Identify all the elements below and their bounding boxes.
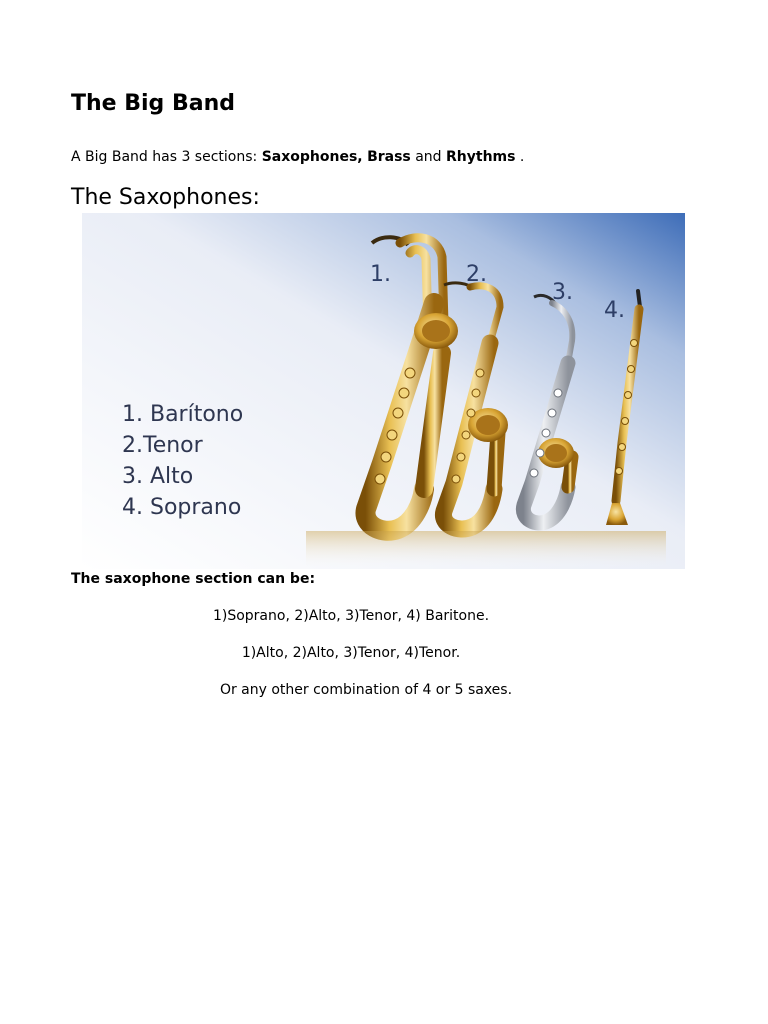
intro-joiner: and — [410, 149, 447, 165]
number-label-4: 4. — [604, 298, 625, 323]
legend-item-2: 2.Tenor — [122, 433, 203, 458]
intro-paragraph — [71, 146, 524, 168]
number-label-2: 2. — [466, 262, 487, 287]
legend-item-4: 4. Soprano — [122, 495, 242, 520]
section-saxophones: Saxophones, — [261, 149, 363, 165]
floor-reflection — [306, 531, 666, 569]
combination-line-1: 1)Soprano, 2)Alto, 3)Tenor, 4) Baritone. — [212, 608, 490, 624]
combination-line-3: Or any other combination of 4 or 5 saxes. — [219, 682, 513, 698]
number-label-3: 3. — [552, 280, 573, 305]
section-heading: The saxophone section can be: — [71, 571, 316, 587]
legend-item-3: 3. Alto — [122, 464, 194, 489]
intro-prefix: A Big Band has 3 sections: — [71, 149, 262, 165]
saxophones-subtitle: The Saxophones: — [71, 185, 260, 210]
page-title: The Big Band — [71, 91, 235, 116]
combination-line-2: 1)Alto, 2)Alto, 3)Tenor, 4)Tenor. — [241, 645, 461, 661]
saxophones-illustration — [82, 213, 685, 569]
saxophones-image — [82, 213, 685, 569]
number-label-1: 1. — [370, 262, 391, 287]
intro-suffix: . — [515, 149, 525, 165]
section-rhythms: Rhythms — [446, 149, 516, 165]
legend-item-1: 1. Barítono — [122, 402, 244, 427]
section-brass: Brass — [367, 149, 411, 165]
